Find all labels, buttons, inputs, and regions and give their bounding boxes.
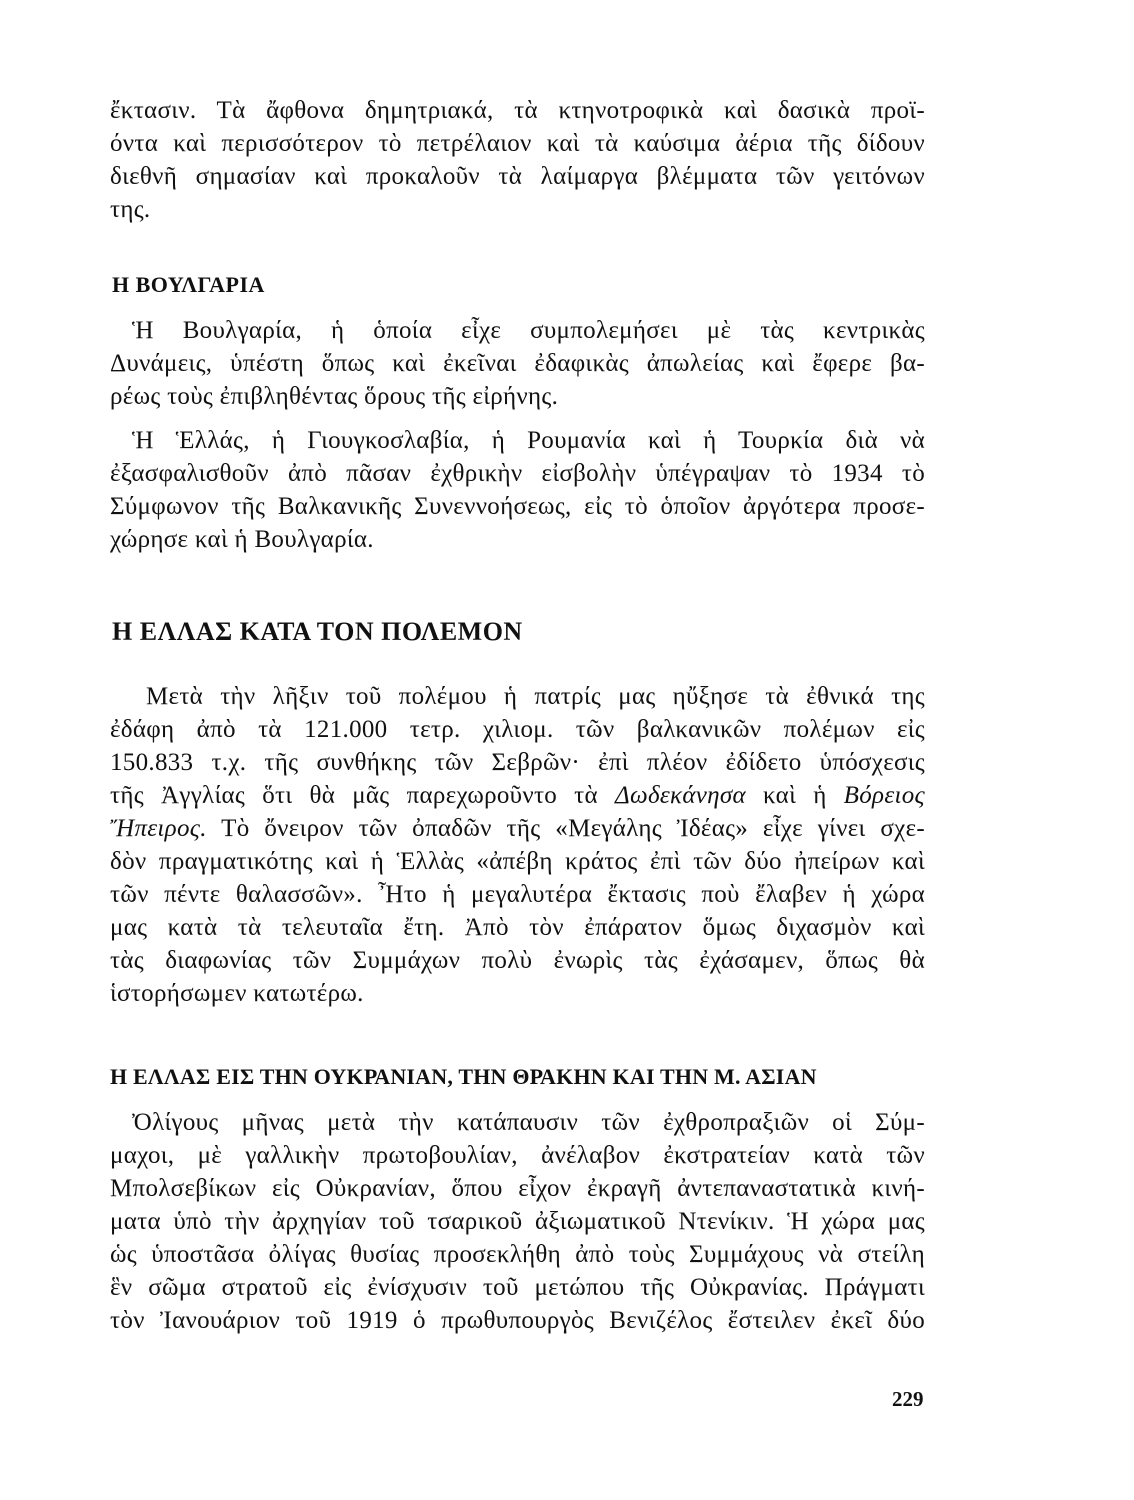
text-line: διεθνῆ σημασίαν καὶ προκαλοῦν τὰ λαίμαργα βλέμματα τῶν γειτόνων bbox=[110, 163, 925, 190]
paragraph-ukraine bbox=[110, 1106, 925, 1337]
text-line: ματα ὑπὸ τὴν ἀρχηγίαν τοῦ τσαρικοῦ ἀξιωματικοῦ Ντενίκιν. Ἡ χώρα μας bbox=[110, 1208, 925, 1235]
section-heading-war: Η ΕΛΛΑΣ ΚΑΤΑ ΤΟΝ ΠΟΛΕΜΟΝ bbox=[112, 617, 523, 646]
text-line: Ὀλίγους μῆνας μετὰ τὴν κατάπαυσιν τῶν ἐχθροπραξιῶν οἱ Σύμ- bbox=[132, 1109, 925, 1136]
italic-place-name: Ἤπειρος. bbox=[110, 815, 207, 842]
section-heading-ukraine: Η ΕΛΛΑΣ ΕΙΣ ΤΗΝ ΟΥΚΡΑΝΙΑΝ, ΤΗΝ ΘΡΑΚΗΝ ΚΑΙ ΤΗΝ Μ. ΑΣΙΑΝ bbox=[110, 1064, 817, 1089]
text-line: τὸν Ἰανουάριον τοῦ 1919 ὁ πρωθυπουργὸς Βενιζέλος ἔστειλεν ἐκεῖ δύο bbox=[110, 1307, 925, 1334]
paragraph-bulgaria bbox=[110, 314, 925, 413]
paragraph-greece-war bbox=[110, 680, 925, 1010]
text-line: 150.833 τ.χ. τῆς συνθήκης τῶν Σεβρῶν· ἐπὶ πλέον ἐδίδετο ὑπόσχεσις bbox=[110, 749, 925, 776]
page-number: 229 bbox=[892, 1387, 924, 1411]
text-line bbox=[110, 812, 925, 845]
text-line: ρέως τοὺς ἐπιβληθέντας ὅρους τῆς εἰρήνης. bbox=[110, 383, 559, 410]
italic-place-name: Βόρειος bbox=[843, 782, 925, 809]
text-line: Σύμφωνον τῆς Βαλκανικῆς Συνεννοήσεως, εἰς τὸ ὁποῖον ἀργότερα προσε- bbox=[110, 493, 925, 520]
text-line: ἔκτασιν. Τὰ ἄφθονα δημητριακά, τὰ κτηνοτροφικὰ καὶ δασικὰ προϊ- bbox=[110, 97, 925, 124]
text-fragment: τῆς Ἀγγλίας ὅτι θὰ μᾶς παρεχωροῦντο τὰ bbox=[110, 782, 598, 809]
text-line: της. bbox=[110, 196, 151, 223]
text-line: ἓν σῶμα στρατοῦ εἰς ἐνίσχυσιν τοῦ μετώπου τῆς Οὐκρανίας. Πράγματι bbox=[110, 1274, 925, 1301]
section-heading-bulgaria: Η ΒΟΥΛΓΑΡΙΑ bbox=[112, 272, 265, 297]
text-line: Δυνάμεις, ὑπέστη ὅπως καὶ ἐκεῖναι ἐδαφικὰς ἀπωλείας καὶ ἔφερε βα- bbox=[110, 350, 925, 377]
text-line: μαχοι, μὲ γαλλικὴν πρωτοβουλίαν, ἀνέλαβον ἐκστρατείαν κατὰ τῶν bbox=[110, 1142, 925, 1169]
text-line: τῶν πέντε θαλασσῶν». Ἦτο ἡ μεγαλυτέρα ἔκτασις ποὺ ἔλαβεν ἡ χώρα bbox=[110, 881, 925, 908]
paragraph-balkan-pact bbox=[110, 424, 925, 556]
text-line: τὰς διαφωνίας τῶν Συμμάχων πολὺ ἐνωρὶς τὰς ἐχάσαμεν, ὅπως θὰ bbox=[110, 947, 925, 974]
text-line: μας κατὰ τὰ τελευταῖα ἔτη. Ἀπὸ τὸν ἐπάρατον ὅμως διχασμὸν καὶ bbox=[110, 914, 925, 941]
text-line bbox=[110, 779, 925, 812]
italic-place-name: Δωδεκάνησα bbox=[615, 782, 746, 809]
paragraph-intro bbox=[110, 94, 925, 226]
text-line: Μπολσεβίκων εἰς Οὐκρανίαν, ὅπου εἶχον ἐκραγῆ ἀντεπαναστατικὰ κινή- bbox=[110, 1175, 925, 1202]
text-line: Ἡ Βουλγαρία, ἡ ὁποία εἶχε συμπολεμήσει μὲ τὰς κεντρικὰς bbox=[132, 317, 925, 344]
text-line: Μετὰ τὴν λῆξιν τοῦ πολέμου ἡ πατρίς μας ηὔξησε τὰ ἐθνικά της bbox=[146, 683, 925, 710]
text-line: όντα καὶ περισσότερον τὸ πετρέλαιον καὶ τὰ καύσιμα ἀέρια τῆς δίδουν bbox=[110, 130, 925, 157]
text-line: χώρησε καὶ ἡ Βουλγαρία. bbox=[110, 526, 374, 553]
text-line: ὡς ὑποστᾶσα ὀλίγας θυσίας προσεκλήθη ἀπὸ τοὺς Συμμάχους νὰ στείλη bbox=[110, 1241, 925, 1268]
text-line: Ἡ Ἑλλάς, ἡ Γιουγκοσλαβία, ἡ Ρουμανία καὶ ἡ Τουρκία διὰ νὰ bbox=[132, 427, 925, 454]
text-line: ἐδάφη ἀπὸ τὰ 121.000 τετρ. χιλιομ. τῶν βαλκανικῶν πολέμων εἰς bbox=[110, 716, 925, 743]
text-fragment: καὶ ἡ bbox=[763, 782, 827, 809]
text-line: ἐξασφαλισθοῦν ἀπὸ πᾶσαν ἐχθρικὴν εἰσβολὴν ὑπέγραψαν τὸ 1934 τὸ bbox=[110, 460, 925, 487]
text-fragment: Τὸ ὄνειρον τῶν ὀπαδῶν τῆς «Μεγάλης Ἰδέας» εἶχε γίνει σχε- bbox=[221, 815, 925, 842]
text-line: ἱστορήσωμεν κατωτέρω. bbox=[110, 980, 364, 1007]
text-line: δὸν πραγματικότης καὶ ἡ Ἑλλὰς «ἀπέβη κράτος ἐπὶ τῶν δύο ἠπείρων καὶ bbox=[110, 848, 925, 875]
